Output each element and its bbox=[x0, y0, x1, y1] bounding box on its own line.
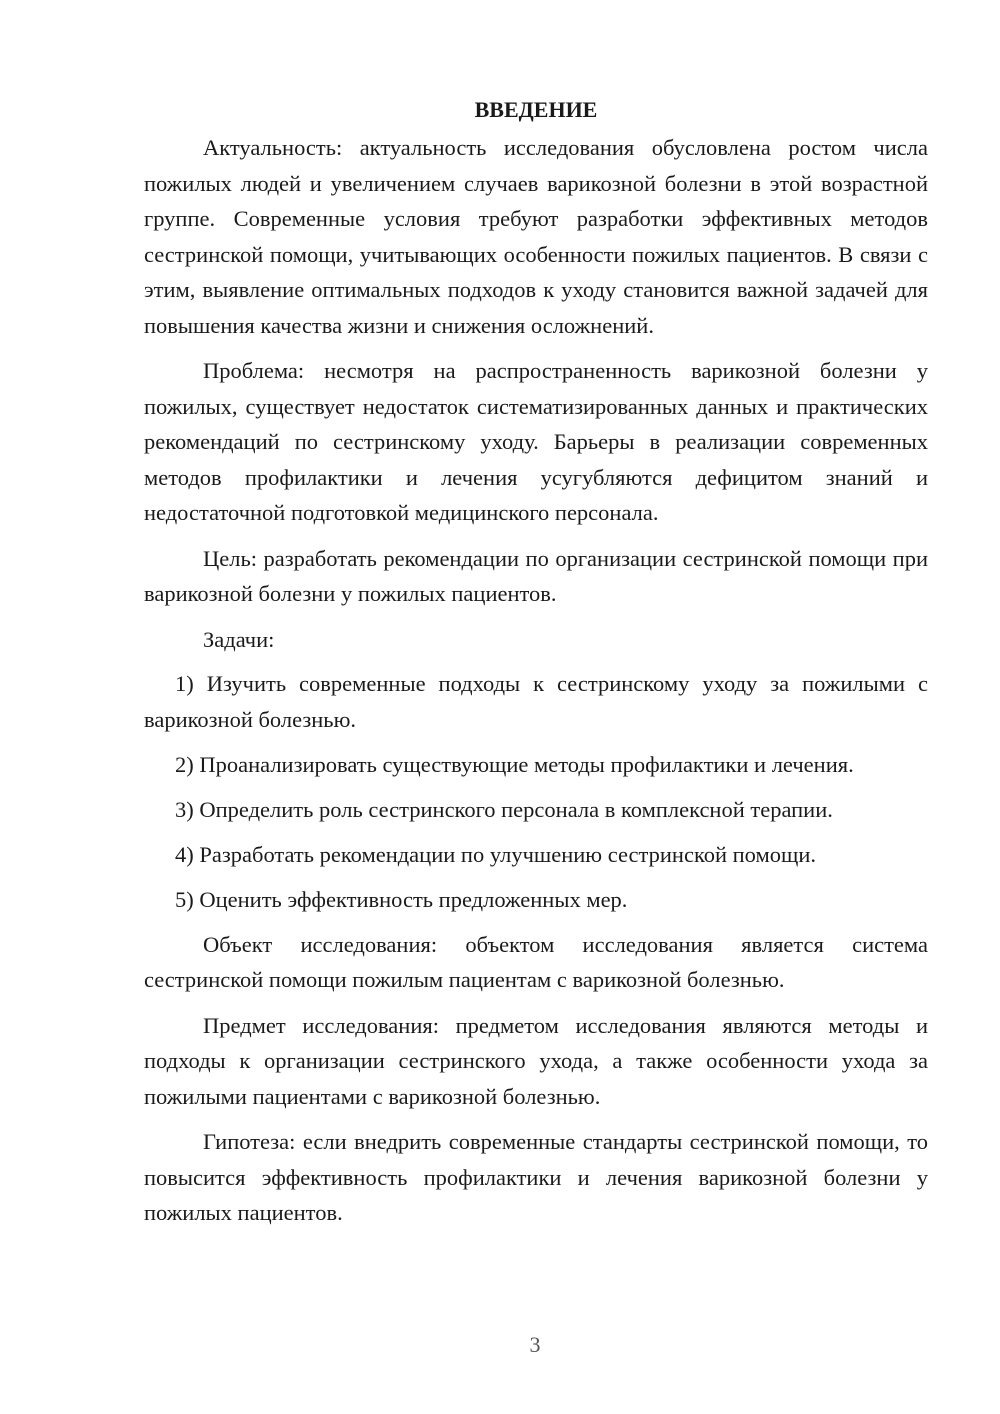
task-item-2: 2) Проанализировать существующие методы профилактики и лечения. bbox=[175, 751, 854, 777]
page-heading: ВВЕДЕНИЕ bbox=[474, 97, 598, 122]
document-body bbox=[144, 92, 928, 1241]
task-item-1: 1) Изучить современные подходы к сестринскому уходу за пожилыми с варикозной болезнью. bbox=[144, 671, 928, 732]
paragraph-tasks-label: Задачи: bbox=[203, 626, 275, 652]
paragraph-goal: Цель: разработать рекомендации по организации сестринской помощи при варикозной болезни у пожилых пациентов. bbox=[144, 545, 928, 606]
task-item-4: 4) Разработать рекомендации по улучшению сестринской помощи. bbox=[175, 841, 816, 867]
task-item-5: 5) Оценить эффективность предложенных мер. bbox=[175, 886, 628, 912]
page-number: 3 bbox=[529, 1332, 541, 1357]
paragraph-problem: Проблема: несмотря на распространенность варикозной болезни у пожилых, существует недостаток систематизированных данных и практических рекомендаций по сестринскому уходу. Барьеры в реализации современных методов профилактики и лечения усугубляются дефицитом знаний и недостаточной подготовкой медицинского персонала. bbox=[144, 358, 928, 525]
task-item-3: 3) Определить роль сестринского персонала в комплексной терапии. bbox=[175, 796, 833, 822]
paragraph-object: Объект исследования: объектом исследования является система сестринской помощи пожилым пациентам с варикозной болезнью. bbox=[144, 931, 928, 992]
paragraph-hypothesis: Гипотеза: если внедрить современные стандарты сестринской помощи, то повысится эффективность профилактики и лечения варикозной болезни у пожилых пациентов. bbox=[144, 1129, 928, 1225]
paragraph-relevance: Актуальность: актуальность исследования обусловлена ростом числа пожилых людей и увеличением случаев варикозной болезни в этой возрастной группе. Современные условия требуют разработки эффективных методов сестринской помощи, учитывающих особенности пожилых пациентов. В связи с этим, выявление оптимальных подходов к уходу становится важной задачей для повышения качества жизни и снижения осложнений. bbox=[144, 135, 928, 338]
paragraph-subject: Предмет исследования: предметом исследования являются методы и подходы к организации сестринского ухода, а также особенности ухода за пожилыми пациентами с варикозной болезнью. bbox=[144, 1012, 928, 1109]
